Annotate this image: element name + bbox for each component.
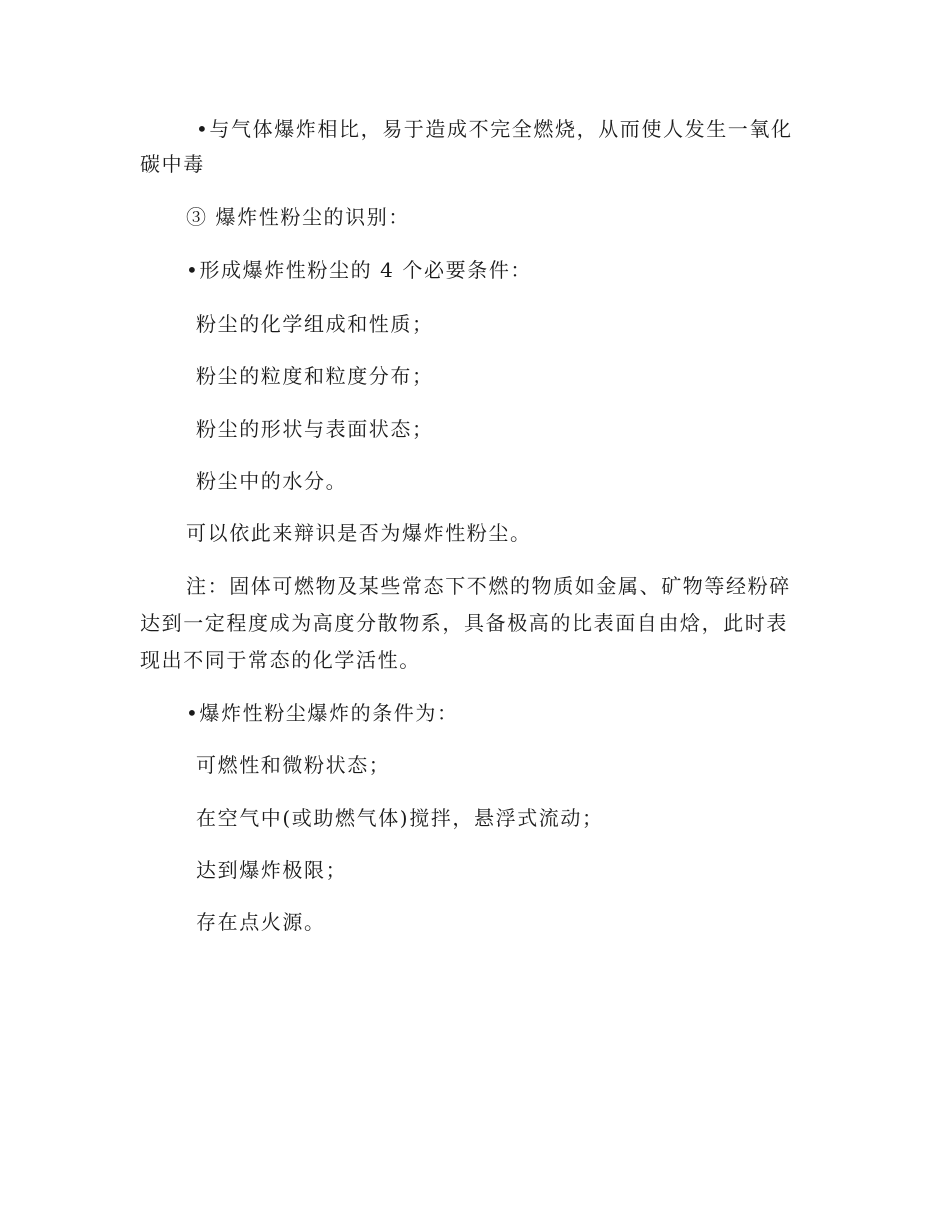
paragraph-identify: 可以依此来辩识是否为爆炸性粉尘。 [186,521,532,545]
explosion-condition-ignition: 存在点火源。 [196,910,326,934]
bullet-line-explosion-conditions: •爆炸性粉尘爆炸的条件为： [186,701,459,725]
continuation-line-co-poisoning: 碳中毒 [140,152,205,176]
note-line-1: 注：固体可燃物及某些常态下不燃的物质如金属、矿物等经粉碎 [186,574,791,598]
bullet-line-incomplete-combustion: •与气体爆炸相比，易于造成不完全燃烧，从而使人发生一氧化 [196,117,793,141]
explosion-condition-suspension: 在空气中(或助燃气体)搅拌，悬浮式流动； [196,806,604,830]
condition-item-particle-size: 粉尘的粒度和粒度分布； [196,364,434,388]
section-heading-identification: ③ 爆炸性粉尘的识别： [186,205,410,229]
condition-item-composition: 粉尘的化学组成和性质； [196,312,434,336]
condition-item-moisture: 粉尘中的水分。 [196,469,348,493]
bullet-line-four-conditions: •形成爆炸性粉尘的 4 个必要条件： [186,258,533,282]
explosion-condition-limit: 达到爆炸极限； [196,858,348,882]
condition-item-shape-surface: 粉尘的形状与表面状态； [196,417,434,441]
note-line-2: 达到一定程度成为高度分散物系，具备极高的比表面自由焓，此时表 [140,611,788,635]
note-line-3: 现出不同于常态的化学活性。 [140,648,421,672]
explosion-condition-combustible: 可燃性和微粉状态； [196,753,391,777]
